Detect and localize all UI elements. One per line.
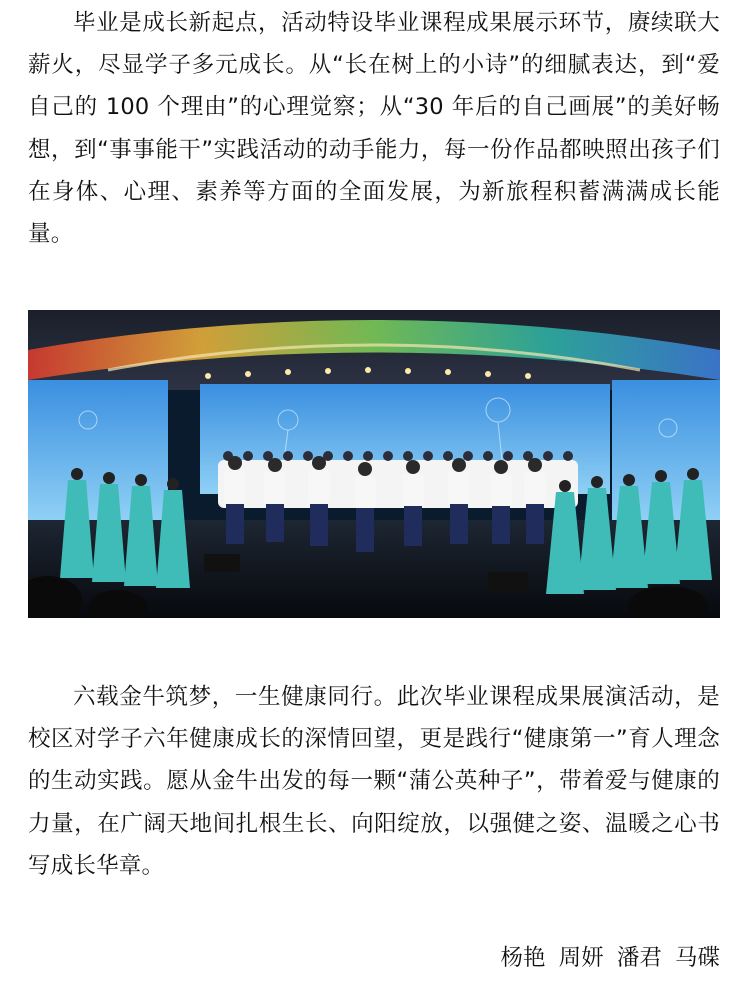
stage-photo: [28, 310, 720, 618]
stage-photo-illustration: [28, 310, 720, 618]
paragraph-1: 毕业是成长新起点，活动特设毕业课程成果展示环节，赓续联大薪火，尽显学子多元成长。从“长在树上的小诗”的细腻表达，到“爱自己的 100 个理由”的心理觉察；从“30 年后的自己画展”的美好畅想，到“事事能干”实践活动的动手能力，每一份作品都映照出孩子们在身体、心理、素养等方面的全面发展，为新旅程积蓄满满成长能量。: [28, 10, 720, 248]
paragraph-2: 六载金牛筑梦，一生健康同行。此次毕业课程成果展演活动，是校区对学子六年健康成长的深情回望，更是践行“健康第一”育人理念的生动实践。愿从金牛出发的每一颗“蒲公英种子”，带着爱与健康的力量，在广阔天地间扎根生长、向阳绽放，以强健之姿、温暖之心书写成长华章。: [28, 684, 720, 879]
author-byline: 杨艳 周妍 潘君 马碟: [500, 945, 720, 971]
